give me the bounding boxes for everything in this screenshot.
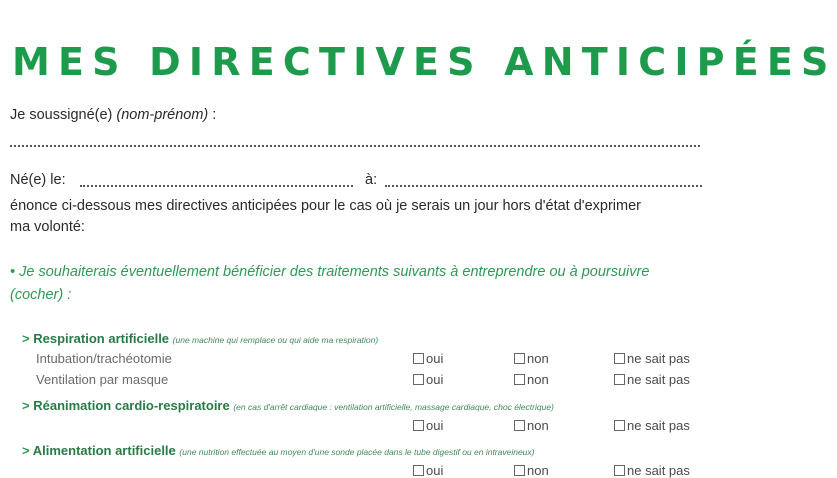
section-title: Alimentation artificielle [32,443,176,458]
checkbox-nsp[interactable] [614,351,690,366]
chevron-icon: > [22,331,30,346]
section-respiration-header [22,331,378,346]
chevron-icon: > [22,398,30,413]
section-reanimation-header [22,398,554,413]
checkbox-icon[interactable] [614,374,625,385]
option-label: non [527,372,549,387]
checkbox-icon[interactable] [514,353,525,364]
option-label: oui [426,372,444,387]
soussigne-hint: (nom-prénom) [116,107,209,123]
row-intubation-label: Intubation/trachéotomie [36,351,172,366]
checkbox-nsp[interactable] [614,418,690,433]
option-label: ne sait pas [627,463,690,478]
checkbox-oui[interactable] [413,351,443,366]
option-label: ne sait pas [627,351,690,366]
checkbox-oui[interactable] [413,418,443,433]
checkbox-icon[interactable] [614,465,625,476]
option-label: non [527,418,549,433]
checkbox-oui[interactable] [413,372,443,387]
checkbox-icon[interactable] [413,465,424,476]
row-ventilation-label: Ventilation par masque [36,372,169,387]
option-label: oui [426,463,444,478]
section-alimentation-header [22,443,535,458]
checkbox-icon[interactable] [413,420,424,431]
enonce-line-1: énonce ci-dessous mes directives anticipées pour le cas où je serais un jour hors d'état d'exprimer [10,198,641,214]
option-label: non [527,351,549,366]
section-title: Réanimation cardio-respiratoire [33,398,230,413]
page-title: MES DIRECTIVES ANTICIPÉES [12,40,837,84]
soussigne-line [10,107,216,123]
enonce-line-2: ma volonté: [10,219,85,235]
checkbox-non[interactable] [514,418,549,433]
a-label: à: [365,172,378,188]
traitements-line-1: • Je souhaiterais éventuellement bénéficier des traitements suivants à entreprendre ou à poursuivre [10,264,650,280]
option-label: non [527,463,549,478]
option-label: oui [426,351,444,366]
checkbox-icon[interactable] [413,374,424,385]
checkbox-non[interactable] [514,372,549,387]
section-note: (une nutrition effectuée au moyen d'une sonde placée dans le tube digestif ou en intraveineux) [179,447,535,457]
birthdate-fill-line[interactable] [80,185,353,187]
ne-label: Né(e) le: [10,172,66,188]
birthplace-fill-line[interactable] [385,185,702,187]
soussigne-label: Je soussigné(e) [10,107,113,123]
chevron-icon: > [22,443,30,458]
option-label: ne sait pas [627,372,690,387]
checkbox-icon[interactable] [614,420,625,431]
soussigne-colon: : [208,107,217,123]
checkbox-icon[interactable] [514,420,525,431]
name-fill-line[interactable] [10,145,700,147]
checkbox-nsp[interactable] [614,372,690,387]
checkbox-non[interactable] [514,463,549,478]
checkbox-oui[interactable] [413,463,443,478]
option-label: oui [426,418,444,433]
checkbox-icon[interactable] [614,353,625,364]
checkbox-icon[interactable] [514,374,525,385]
option-label: ne sait pas [627,418,690,433]
section-note: (en cas d'arrêt cardiaque : ventilation artificielle, massage cardiaque, choc électrique) [233,402,554,412]
section-title: Respiration artificielle [33,331,170,346]
checkbox-nsp[interactable] [614,463,690,478]
checkbox-non[interactable] [514,351,549,366]
section-note: (une machine qui remplace ou qui aide ma respiration) [172,335,379,345]
checkbox-icon[interactable] [514,465,525,476]
checkbox-icon[interactable] [413,353,424,364]
traitements-line-2: (cocher) : [10,287,72,303]
